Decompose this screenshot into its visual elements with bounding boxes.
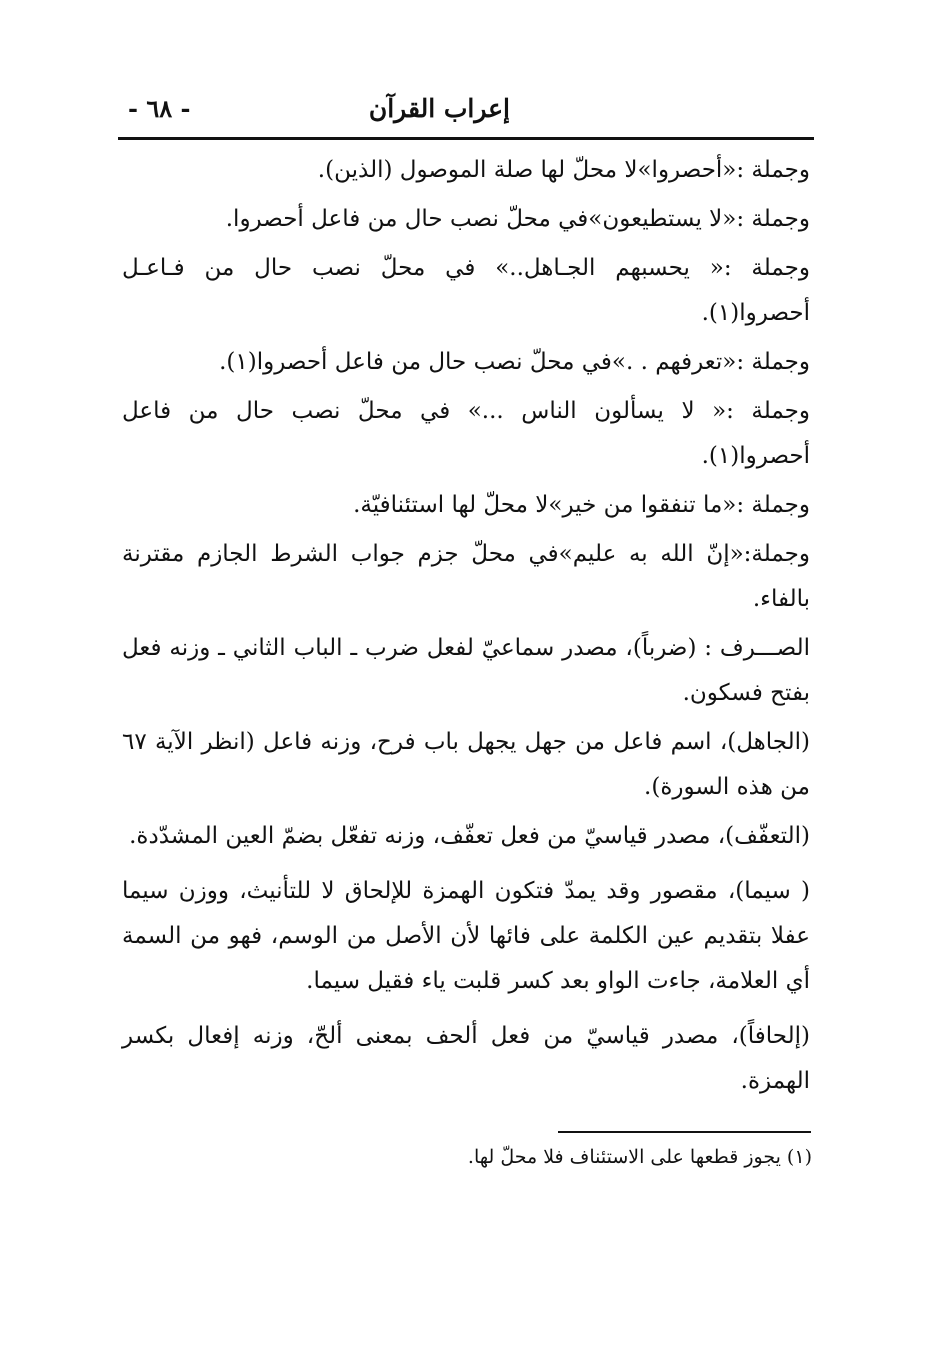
- grammar-paragraph-2: وجملة :«لا يستطيعون»في محلّ نصب حال من فاعل أحصروا.: [225, 206, 810, 232]
- morphology-paragraph-4: ( سيما)، مقصور وقد يمدّ فتكون الهمزة للإلحاق لا للتأنيث، ووزن سيما عفلا بتقديم عين الكلمة على فائها لأن الأصل من الوسم، فهو من السمة أي العلامة، جاءت الواو بعد كسر قلبت ياء فقيل سيما.: [122, 878, 810, 994]
- footnote-rule: [558, 1131, 811, 1133]
- footnote: (١) يجوز قطعها على الاستئناف فلا محلّ لها.: [467, 1146, 812, 1168]
- main-text: [122, 148, 810, 1108]
- running-title: إعراب القرآن: [368, 94, 510, 123]
- grammar-paragraph-4: وجملة :«تعرفهم . .»في محلّ نصب حال من فاعل أحصروا(١).: [219, 349, 810, 375]
- header-rule: [118, 137, 814, 140]
- grammar-paragraph-6: وجملة :«ما تنفقوا من خير»لا محلّ لها استئنافيّة.: [353, 492, 810, 518]
- morphology-paragraph-1: الصـــرف : (ضرباً)، مصدر سماعيّ لفعل ضرب ـ الباب الثاني ـ وزنه فعل بفتح فسكون.: [122, 635, 810, 706]
- grammar-paragraph-7: وجملة:«إنّ الله به عليم»في محلّ جزم جواب الشرط الجازم مقترنة بالفاء.: [122, 541, 810, 612]
- grammar-paragraph-3: وجملة :« يحسبهم الجـاهل..» في محلّ نصب حال من فـاعـل أحصروا(١).: [122, 255, 810, 326]
- morphology-paragraph-2: (الجاهل)، اسم فاعل من جهل يجهل باب فرح، وزنه فاعل (انظر الآية ٦٧ من هذه السورة).: [122, 729, 810, 800]
- morphology-paragraph-3: (التعفّف)، مصدر قياسيّ من فعل تعفّف، وزنه تفعّل بضمّ العين المشدّدة.: [129, 823, 810, 849]
- morphology-paragraph-5: (إلحافاً)، مصدر قياسيّ من فعل ألحف بمعنى ألحّ، وزنه إفعال بكسر الهمزة.: [122, 1023, 811, 1094]
- page-number: - ٦٨ -: [128, 94, 191, 123]
- page-header: [120, 88, 810, 130]
- grammar-paragraph-5: وجملة :« لا يسألون الناس ...» في محلّ نصب حال من فاعل أحصروا(١).: [122, 398, 810, 469]
- grammar-paragraph-1: وجملة :«أحصروا»لا محلّ لها صلة الموصول (الذين).: [317, 157, 810, 183]
